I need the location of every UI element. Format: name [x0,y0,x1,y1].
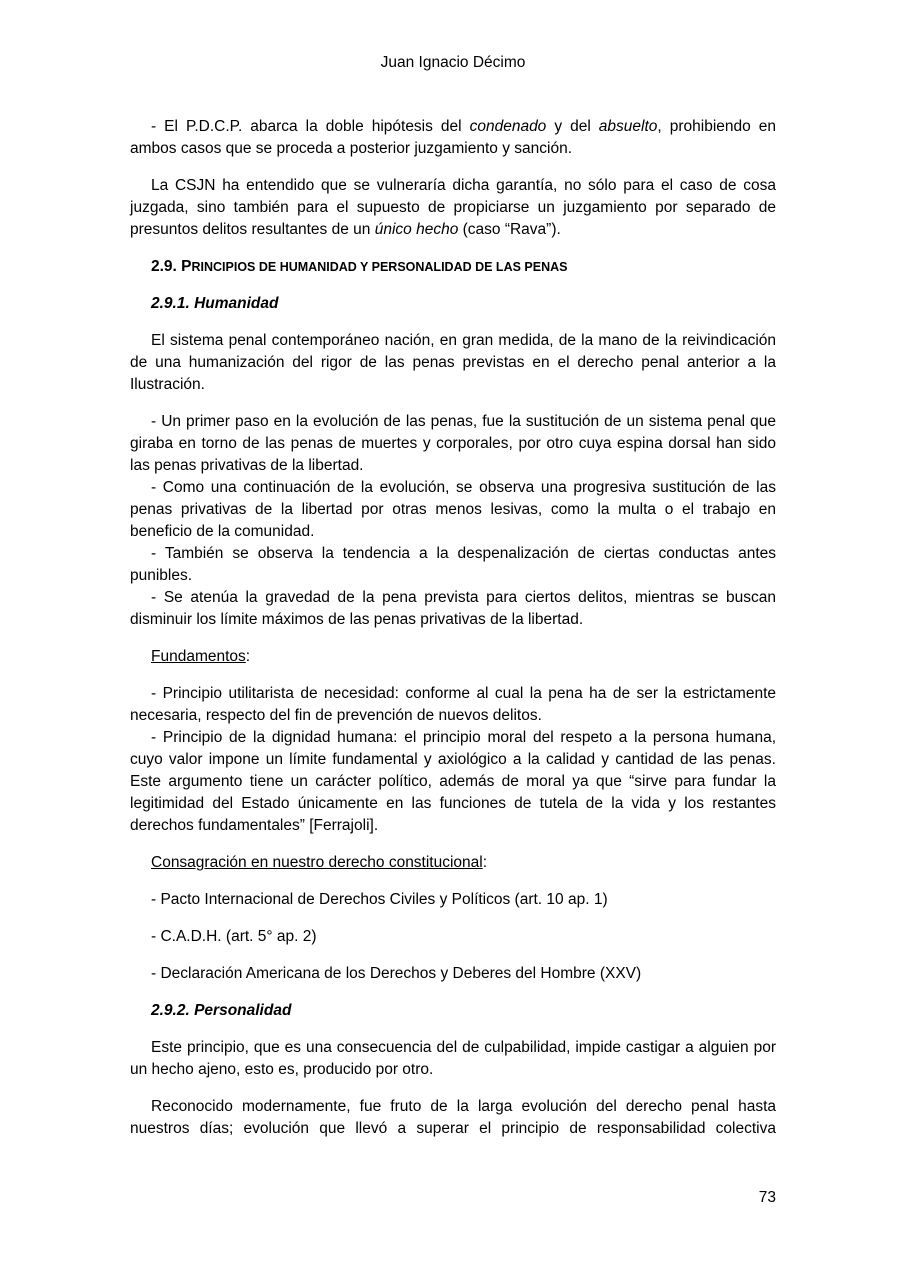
underlined-label: Consagración en nuestro derecho constitucional [151,854,483,871]
paragraph-pdcp [130,116,776,160]
body-text [130,116,776,1155]
page-number: 73 [758,1189,776,1206]
italic-term-absuelto: absuelto [598,118,658,135]
list-item-evolution: - Se atenúa la gravedad de la pena prevista para ciertos delitos, mientras se buscan disminuir los límite máximos de las penas privativas de la libertad. [130,589,776,628]
running-header-author: Juan Ignacio Décimo [380,54,526,71]
paragraph-csjn [130,175,776,241]
list-item-evolution: - También se observa la tendencia a la despenalización de ciertas conductas antes punibles. [130,545,776,584]
subsection-heading-humanidad: 2.9.1. Humanidad [151,295,279,312]
fundamentos-label [130,646,776,668]
subsection-heading-personalidad: 2.9.2. Personalidad [151,1002,292,1019]
consagracion-label [130,852,776,874]
section-title: RINCIPIOS DE HUMANIDAD Y PERSONALIDAD DE LAS PENAS [191,260,568,274]
italic-term-condenado: condenado [469,118,547,135]
paragraph-text: - El P.D.C.P. abarca la doble hipótesis del [151,118,470,135]
paragraph-humanidad-intro: El sistema penal contemporáneo nación, en gran medida, de la mano de la reivindicación de una humanización del rigor de las penas previstas en el derecho penal anterior a la Ilustración. [130,332,776,393]
section-heading-2-9 [130,256,776,278]
label-colon: : [245,648,251,665]
list-item-evolution: - Como una continuación de la evolución, se observa una progresiva sustitución de las penas privativas de la libertad por otras menos lesivas, como la multa o el trabajo en beneficio de la comunidad. [130,479,776,540]
list-item-fundamento: - Principio utilitarista de necesidad: conforme al cual la pena ha de ser la estrictamente necesaria, respecto del fin de prevención de nuevos delitos. [130,685,776,724]
list-item-consagracion: - Pacto Internacional de Derechos Civiles y Políticos (art. 10 ap. 1) [151,891,608,908]
paragraph-text: La CSJN ha entendido que se vulneraría dicha garantía, no sólo para el caso de cosa juzgada, sino también para el supuesto de propiciarse un juzgamiento por separado de presuntos delitos resultantes de un [130,177,776,238]
list-item-consagracion: - Declaración Americana de los Derechos y Deberes del Hombre (XXV) [151,965,642,982]
list-item-fundamento: - Principio de la dignidad humana: el principio moral del respeto a la persona humana, cuyo valor impone un límite fundamental y axiológico a la calidad y cantidad de las penas. Este argumento tiene un carácter político, además de moral ya que “sirve para fundar la legitimidad del Estado únicamente en las funciones de tutela de la vida y los restantes derechos fundamentales” [Ferrajoli]. [130,729,776,834]
paragraph-text: , prohibiendo en ambos casos que se proceda a posterior juzgamiento y sanción. [130,118,776,157]
section-number: 2.9. P [151,258,192,275]
italic-term-unico-hecho: único hecho [374,221,459,238]
underlined-label: Fundamentos [151,648,246,665]
list-item-evolution: - Un primer paso en la evolución de las penas, fue la sustitución de un sistema penal que giraba en torno de las penas de muertes y corporales, por otro cuya espina dorsal han sido las penas privativas de la libertad. [130,413,776,474]
label-colon: : [482,854,488,871]
paragraph-text: y del [546,118,599,135]
paragraph-personalidad-1: Este principio, que es una consecuencia del de culpabilidad, impide castigar a alguien por un hecho ajeno, esto es, producido por otro. [130,1039,776,1078]
list-item-consagracion: - C.A.D.H. (art. 5° ap. 2) [151,928,317,945]
paragraph-personalidad-2: Reconocido modernamente, fue fruto de la larga evolución del derecho penal hasta nuestros días; evolución que llevó a superar el principio de responsabilidad colectiva [130,1098,776,1137]
paragraph-text: (caso “Rava”). [458,221,561,238]
